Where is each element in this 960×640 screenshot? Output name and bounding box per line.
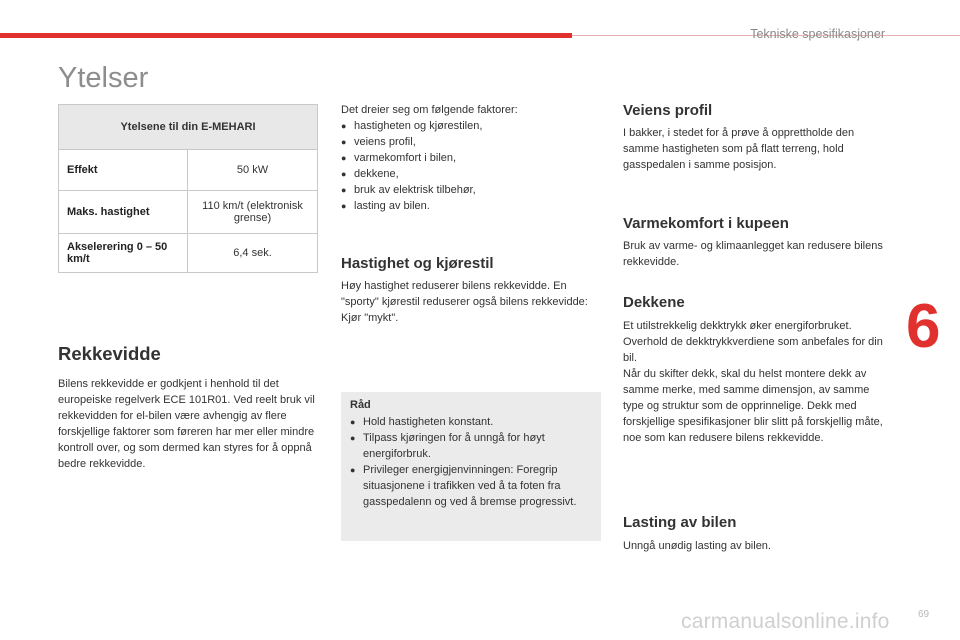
list-item: ● Tilpass kjøringen for å unngå for høyt energiforbruk. <box>350 430 590 462</box>
advice-title: Råd <box>350 399 371 411</box>
factors-list <box>341 118 601 214</box>
list-item: ● Hold hastigheten konstant. <box>350 414 590 430</box>
header-red-bar <box>0 33 572 38</box>
page-number: 69 <box>918 609 930 620</box>
loading-heading: Lasting av bilen <box>623 514 737 531</box>
range-heading: Rekkevidde <box>58 343 161 364</box>
speed-style-heading: Hastighet og kjørestil <box>341 255 494 272</box>
tyres-heading: Dekkene <box>623 294 685 311</box>
cabin-comfort-heading: Varmekomfort i kupeen <box>623 215 789 232</box>
table-label: Maks. hastighet <box>59 191 188 234</box>
advice-list <box>350 414 590 510</box>
list-item: ● varmekomfort i bilen, <box>341 150 601 166</box>
road-profile-heading: Veiens profil <box>623 102 713 119</box>
cabin-comfort-text: Bruk av varme- og klimaanlegget kan redusere bilens rekkevidde. <box>623 240 883 268</box>
factors-intro: Det dreier seg om følgende faktorer: <box>341 104 518 116</box>
loading-text: Unngå unødig lasting av bilen. <box>623 540 771 552</box>
list-item: ● veiens profil, <box>341 134 601 150</box>
watermark: carmanualsonline.info <box>681 610 890 633</box>
table-value: 6,4 sek. <box>188 234 318 273</box>
list-item: ● Privileger energigjenvinningen: Foregrip situasjonene i trafikken ved å ta foten fra gasspedalenn og ved å bremse progressivt. <box>350 462 590 510</box>
advice-box <box>341 392 601 541</box>
tyres-text-2: Når du skifter dekk, skal du helst montere dekk av samme merke, med samme dimensjon, av samme type og struktur som de opprinnelige. Dekk med forskjellige spesifikasjoner blir slitt på forskjellig måte, noe som kan redusere bilens rekkevidde. <box>623 368 883 444</box>
performance-table <box>58 104 318 273</box>
road-profile-text: I bakker, i stedet for å prøve å opprettholde den samme hastigheten som på flatt terreng, hold gasspedalen i samme posisjon. <box>623 127 855 171</box>
table-row <box>59 234 318 273</box>
table-value: 110 km/t (elektronisk grense) <box>188 191 318 234</box>
table-label: Akselerering 0 – 50 km/t <box>59 234 188 273</box>
list-item: ● dekkene, <box>341 166 601 182</box>
tyres-text-1: Et utilstrekkelig dekktrykk øker energiforbruket. Overhold de dekktrykkverdiene som anbefales for din bil. <box>623 320 883 364</box>
page-title: Ytelser <box>58 62 149 94</box>
list-item: ● bruk av elektrisk tilbehør, <box>341 182 601 198</box>
speed-style-text: Høy hastighet reduserer bilens rekkevidde. En "sporty" kjørestil reduserer også bilens rekkevidde: Kjør "mykt". <box>341 280 588 324</box>
table-value: 50 kW <box>188 150 318 191</box>
chapter-title: Tekniske spesifikasjoner <box>750 27 885 41</box>
factors-block <box>341 102 601 118</box>
table-row <box>59 150 318 191</box>
table-caption: Ytelsene til din E-MEHARI <box>59 105 318 150</box>
list-item: ● lasting av bilen. <box>341 198 601 214</box>
list-item: ● hastigheten og kjørestilen, <box>341 118 601 134</box>
chapter-number: 6 <box>906 292 941 361</box>
table-row <box>59 191 318 234</box>
range-text: Bilens rekkevidde er godkjent i henhold til det europeiske regelverk ECE 101R01. Ved reelt bruk vil rekkevidden for el-bilen være avhengig av flere forskjellige faktorer som føreren har mer eller mindre kontroll over, og som dermed kan styres for å oppnå bedre rekkevidde. <box>58 378 315 470</box>
table-label: Effekt <box>59 150 188 191</box>
